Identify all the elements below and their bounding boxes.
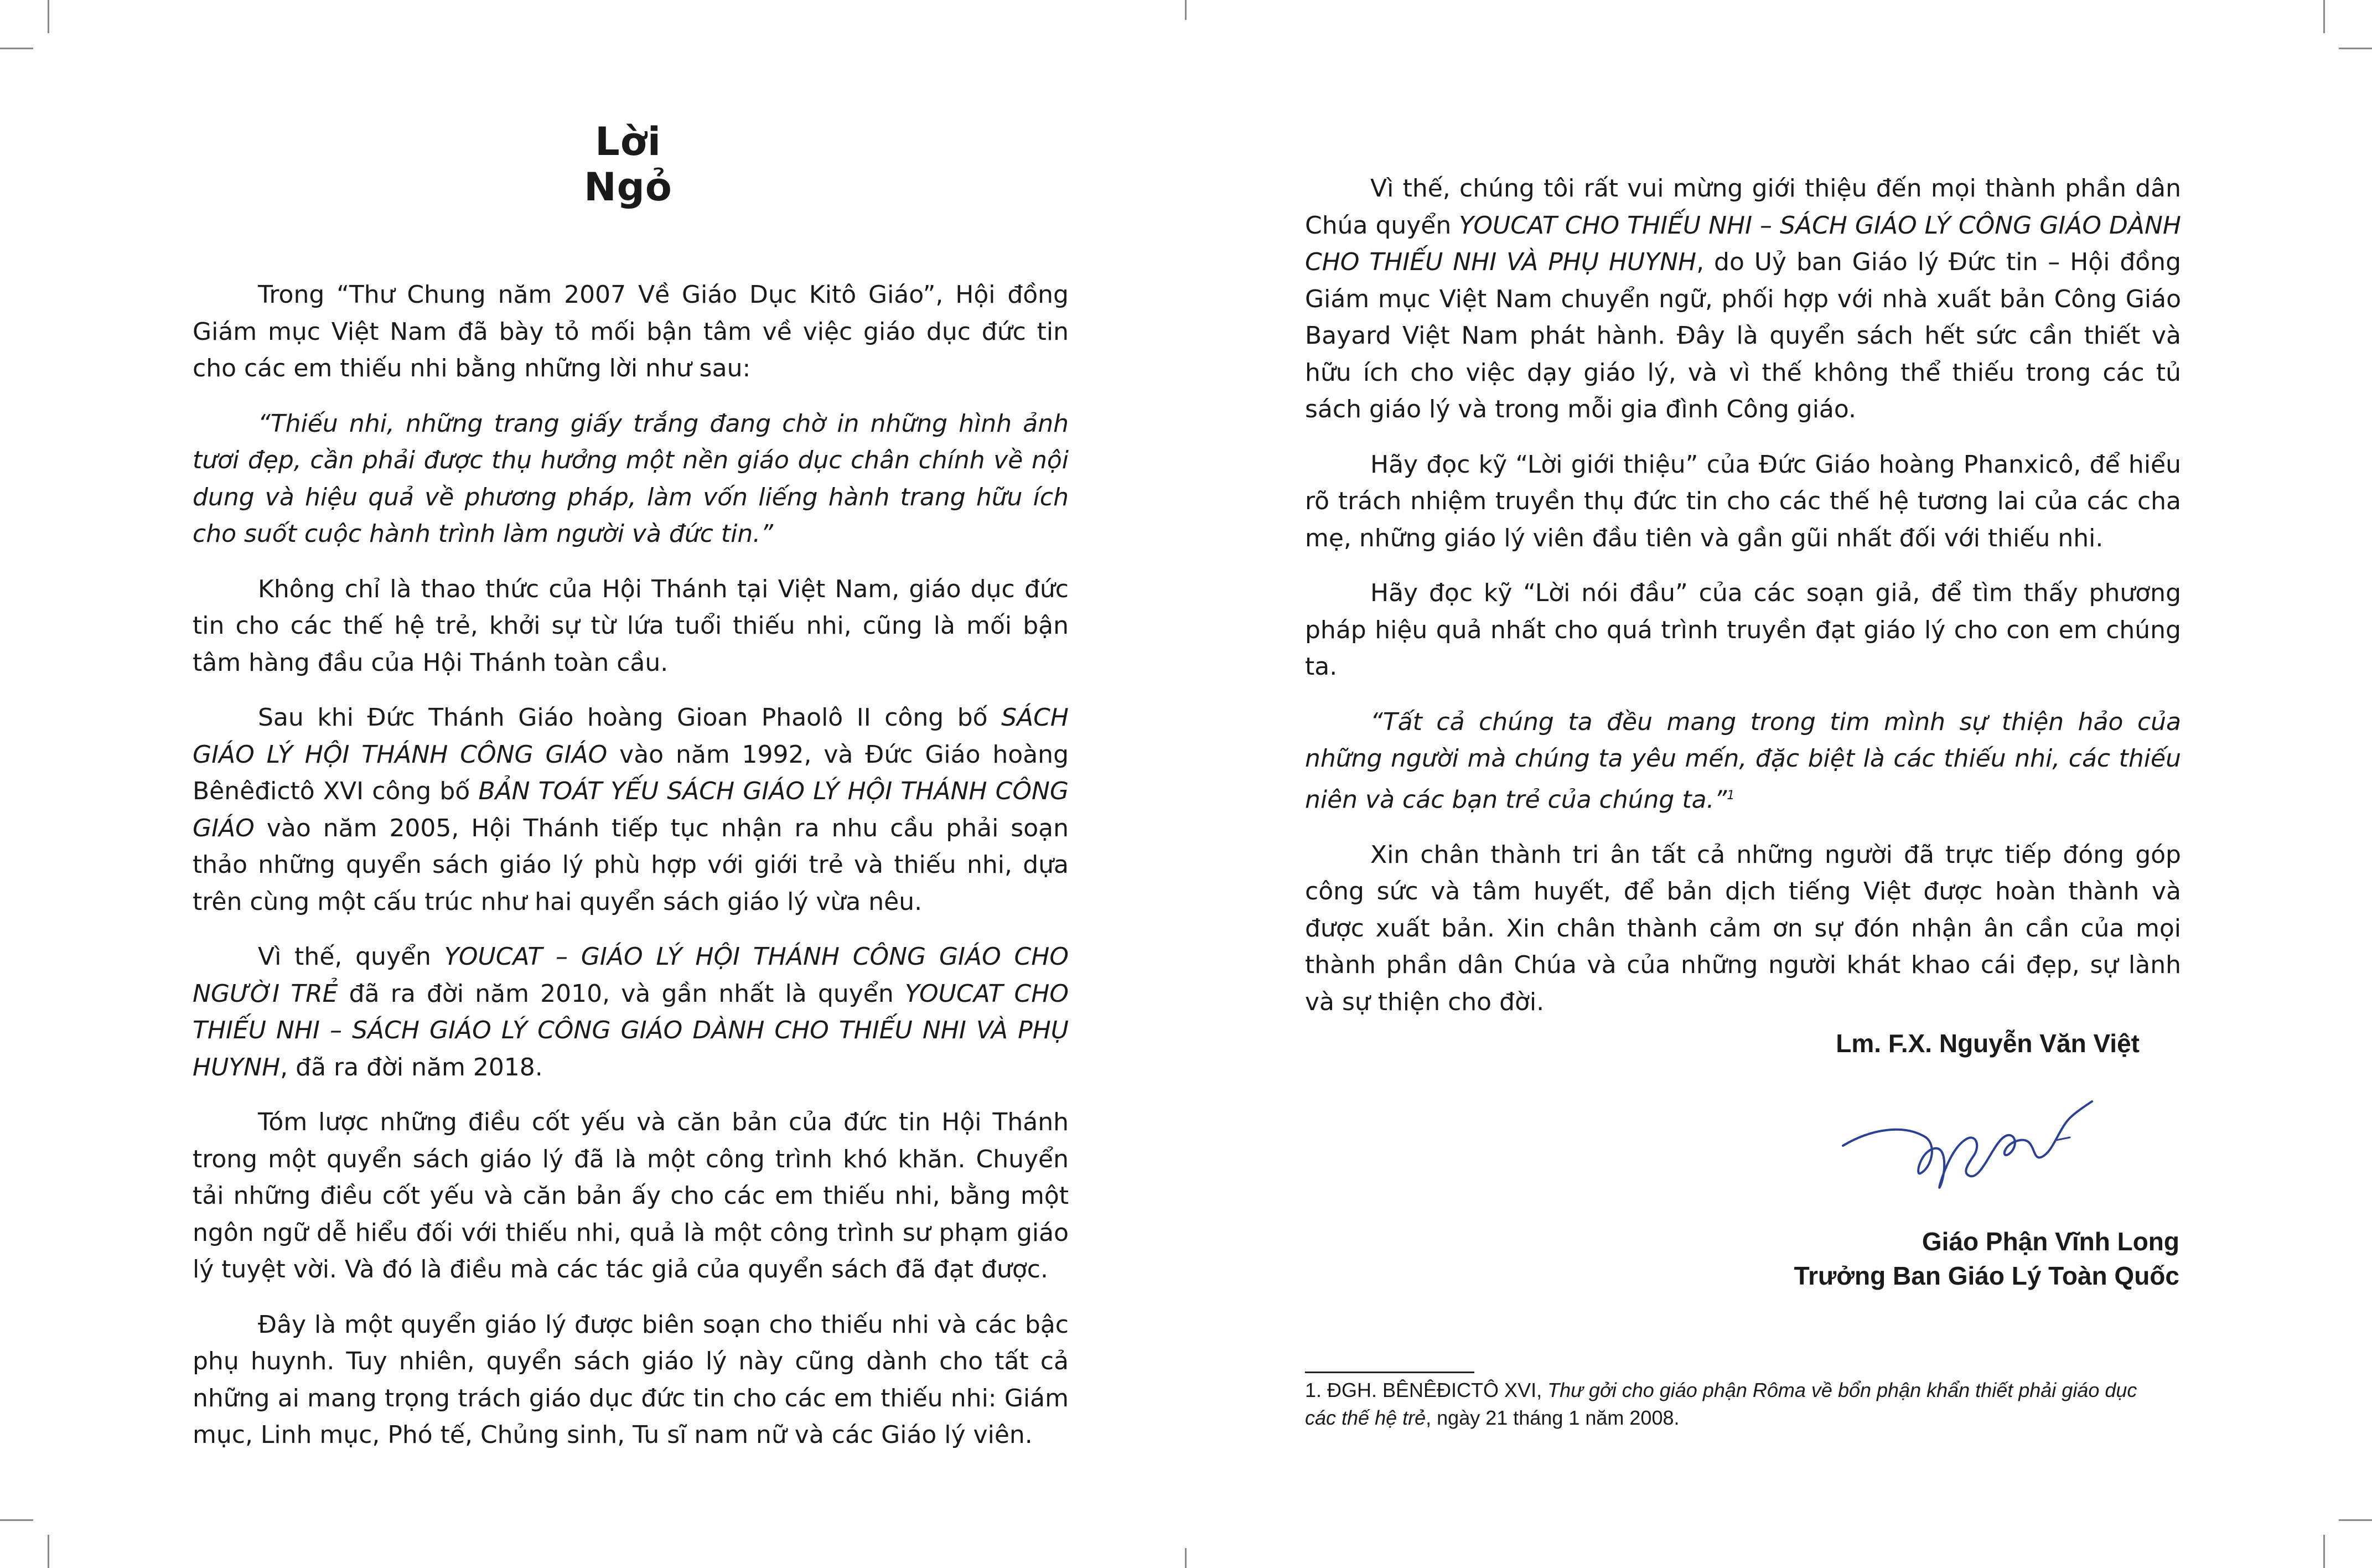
paragraph: Trong “Thư Chung năm 2007 Về Giáo Dục Kitô Giáo”, Hội đồng Giám mục Việt Nam đã bày tỏ mối bận tâm về việc giáo dục đức tin cho các em thiếu nhi bằng những lời như sau: — [193, 281, 1069, 382]
paragraph: Không chỉ là thao thức của Hội Thánh tại Việt Nam, giáo dục đức tin cho các thế hệ trẻ, khởi sự từ lứa tuổi thiếu nhi, cũng là mối bận tâm hàng đầu của Hội Thánh toàn cầu. — [193, 575, 1069, 677]
right-column — [1305, 170, 2181, 1039]
page-title: Lời Ngỏ — [584, 119, 672, 210]
quote-paragraph: “Thiếu nhi, những trang giấy trắng đang chờ in những hình ảnh tươi đẹp, cần phải được thụ hưởng một nền giáo dục chân chính về nội dung và hiệu quả về phương pháp, làm vốn liếng hành trang hữu ích cho suốt cuộc hành trình làm người và đức tin.” — [193, 409, 1069, 548]
crop-mark — [0, 1519, 33, 1521]
paragraph: Tóm lược những điều cốt yếu và căn bản của đức tin Hội Thánh trong một quyển sách giáo lý đã là một công trình khó khăn. Chuyển tải những điều cốt yếu và căn bản ấy cho các em thiếu nhi, bằng một ngôn ngữ dễ hiểu đối với thiếu nhi, quả là một công trình sư phạm giáo lý tuyệt vời. Và đó là điều mà các tác giả của quyển sách đã đạt được. — [193, 1108, 1069, 1284]
paragraph: Xin chân thành tri ân tất cả những người đã trực tiếp đóng góp công sức và tâm huyết, để bản dịch tiếng Việt được hoàn thành và được xuất bản. Xin chân thành cảm ơn sự đón nhận ân cần của mọi thành phần dân Chúa và của những người khát khao cái đẹp, sự lành và sự thiện cho đời. — [1305, 840, 2181, 1016]
footnote: 1. ĐGH. BÊNÊĐICTÔ XVI, Thư gởi cho giáo phận Rôma về bổn phận khẩn thiết phải giáo dục các thế hệ trẻ, ngày 21 tháng 1 năm 2008. — [1305, 1379, 2137, 1429]
footnote-ref: 1 — [1727, 788, 1735, 803]
crop-mark — [0, 48, 33, 49]
crop-mark — [48, 0, 49, 33]
crop-mark — [2339, 48, 2372, 49]
paragraph: Sau khi Đức Thánh Giáo hoàng Gioan Phaolô II công bố SÁCH GIÁO LÝ HỘI THÁNH CÔNG GIÁO vào năm 1992, và Đức Giáo hoàng Bênêđictô XVI công bố BẢN TOÁT YẾU SÁCH GIÁO LÝ HỘI THÁNH CÔNG GIÁO vào năm 2005, Hội Thánh tiếp tục nhận ra nhu cầu phải soạn thảo những quyển sách giáo lý phù hợp với giới trẻ và thiếu nhi, dựa trên cùng một cấu trúc như hai quyển sách giáo lý vừa nêu. — [193, 703, 1069, 916]
paragraph: Đây là một quyển giáo lý được biên soạn cho thiếu nhi và các bậc phụ huynh. Tuy nhiên, quyển sách giáo lý này cũng dành cho tất cả những ai mang trọng trách giáo dục đức tin cho các em thiếu nhi: Giám mục, Linh mục, Phó tế, Chủng sinh, Tu sĩ nam nữ và các Giáo lý viên. — [193, 1310, 1069, 1449]
crop-mark — [2339, 1519, 2372, 1521]
signature-diocese: Giáo Phận Vĩnh Long — [1922, 1227, 2179, 1256]
paragraph: Hãy đọc kỹ “Lời giới thiệu” của Đức Giáo hoàng Phanxicô, để hiểu rõ trách nhiệm truyền thụ đức tin cho các thế hệ tương lai của các cha mẹ, những giáo lý viên đầu tiên và gần gũi nhất đối với thiếu nhi. — [1305, 450, 2181, 552]
crop-mark — [1185, 0, 1187, 20]
crop-mark — [1185, 1548, 1187, 1568]
footnote-rule — [1305, 1372, 1474, 1373]
paragraph: Vì thế, quyển YOUCAT – GIÁO LÝ HỘI THÁNH CÔNG GIÁO CHO NGƯỜI TRẺ đã ra đời năm 2010, và gần nhất là quyển YOUCAT CHO THIẾU NHI – SÁCH GIÁO LÝ CÔNG GIÁO DÀNH CHO THIẾU NHI VÀ PHỤ HUYNH, đã ra đời năm 2018. — [193, 943, 1069, 1081]
crop-mark — [48, 1535, 49, 1568]
left-column — [193, 277, 1069, 1472]
crop-mark — [2323, 0, 2325, 33]
crop-mark — [2323, 1535, 2325, 1568]
paragraph: Hãy đọc kỹ “Lời nói đầu” của các soạn giả, để tìm thấy phương pháp hiệu quả nhất cho quá trình truyền đạt giáo lý cho con em chúng ta. — [1305, 579, 2181, 681]
signature-name: Lm. F.X. Nguyễn Văn Việt — [1836, 1029, 2140, 1058]
quote-paragraph: “Tất cả chúng ta đều mang trong tim mình sự thiện hảo của những người mà chúng ta yêu mến, đặc biệt là các thiếu nhi, các thiếu niên và các bạn trẻ của chúng ta.”$^1$ — [1305, 707, 2181, 814]
handwritten-signature — [1837, 1085, 2125, 1196]
paragraph: Vì thế, chúng tôi rất vui mừng giới thiệu đến mọi thành phần dân Chúa quyển YOUCAT CHO THIẾU NHI – SÁCH GIÁO LÝ CÔNG GIÁO DÀNH CHO THIẾU NHI VÀ PHỤ HUYNH, do Uỷ ban Giáo lý Đức tin – Hội đồng Giám mục Việt Nam chuyển ngữ, phối hợp với nhà xuất bản Công Giáo Bayard Việt Nam phát hành. Đây là quyển sách hết sức cần thiết và hữu ích cho việc dạy giáo lý, và vì thế không thể thiếu trong các tủ sách giáo lý và trong mỗi gia đình Công giáo. — [1305, 174, 2181, 423]
signature-role: Trưởng Ban Giáo Lý Toàn Quốc — [1794, 1261, 2179, 1290]
